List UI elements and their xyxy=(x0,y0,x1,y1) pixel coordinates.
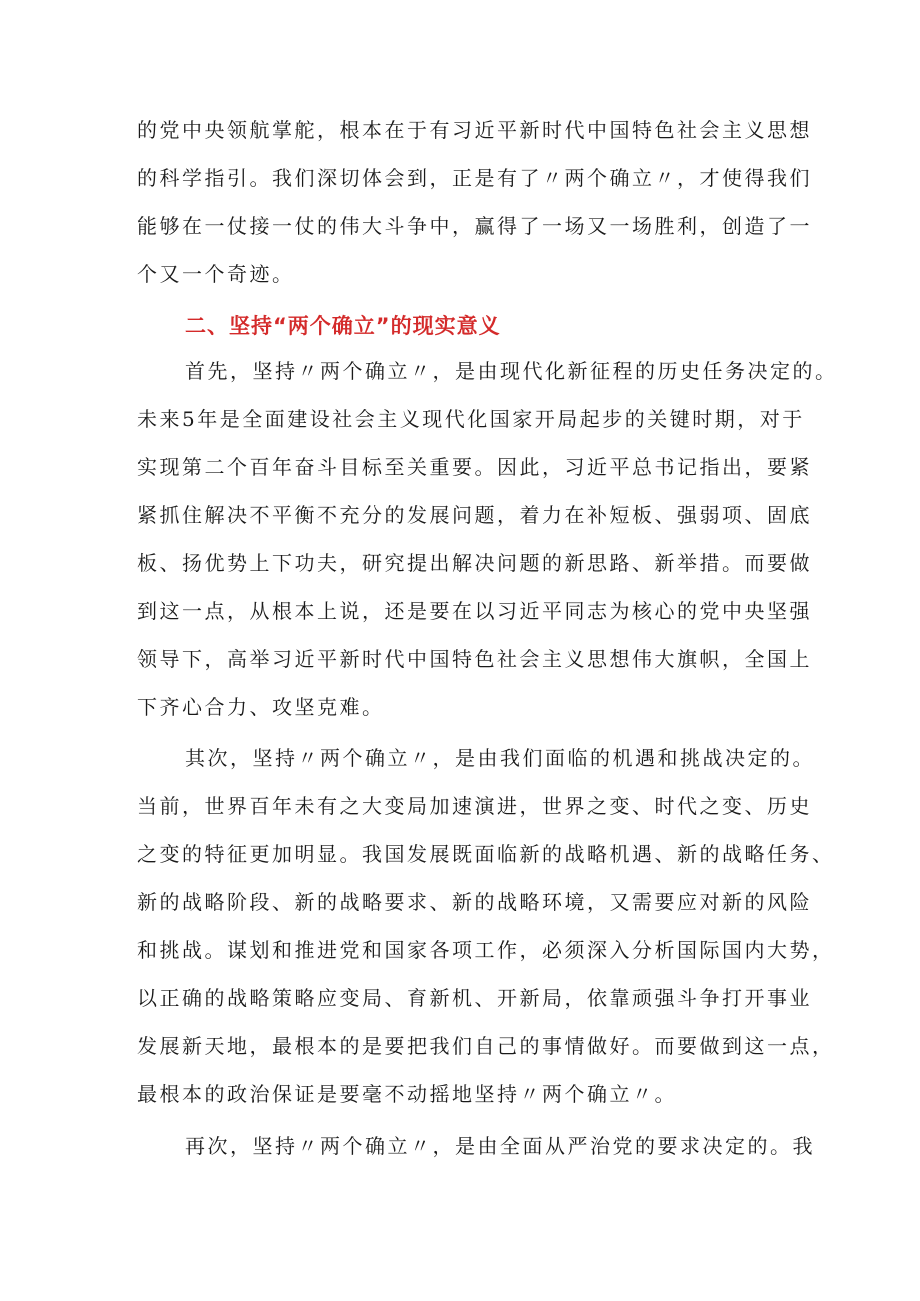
paragraph-1-line-3: 能够在一仗接一仗的伟大斗争中，赢得了一场又一场胜利，创造了一 xyxy=(137,214,812,238)
paragraph-3-line-8: 最根本的政治保证是要毫不动摇地坚持〃两个确立〃。 xyxy=(137,1082,677,1106)
paragraph-3-line-2: 当前，世界百年未有之大变局加速演进，世界之变、时代之变、历史 xyxy=(137,794,812,818)
paragraph-4-line-1: 再次，坚持〃两个确立〃，是由全面从严治党的要求决定的。我 xyxy=(185,1134,815,1158)
paragraph-2-line-6: 到这一点，从根本上说，还是要在以习近平同志为核心的党中央坚强 xyxy=(137,599,812,623)
paragraph-3-line-6: 以正确的战略策略应变局、育新机、开新局，依靠顽强斗争打开事业 xyxy=(137,986,812,1010)
paragraph-1-line-4: 个又一个奇迹。 xyxy=(137,262,295,286)
paragraph-1-line-2: 的科学指引。我们深切体会到，正是有了〃两个确立〃，才使得我们 xyxy=(137,166,812,190)
paragraph-1-line-1: 的党中央领航掌舵，根本在于有习近平新时代中国特色社会主义思想 xyxy=(137,118,812,142)
paragraph-2-line-4: 紧抓住解决不平衡不充分的发展问题，着力在补短板、强弱项、固底 xyxy=(137,503,812,527)
section-heading: 二、坚持“两个确立”的现实意义 xyxy=(185,314,501,338)
paragraph-2-line-7: 领导下，高举习近平新时代中国特色社会主义思想伟大旗帜，全国上 xyxy=(137,647,812,671)
paragraph-3-line-5: 和挑战。谋划和推进党和国家各项工作，必须深入分析国际国内大势， xyxy=(137,938,835,962)
paragraph-2-line-2: 未来5年是全面建设社会主义现代化国家开局起步的关键时期，对于 xyxy=(137,407,805,431)
paragraph-3-line-1: 其次，坚持〃两个确立〃，是由我们面临的机遇和挑战决定的。 xyxy=(185,746,815,770)
paragraph-3-line-4: 新的战略阶段、新的战略要求、新的战略环境，又需要应对新的风险 xyxy=(137,890,812,914)
paragraph-3-line-3: 之变的特征更加明显。我国发展既面临新的战略机遇、新的战略任务、 xyxy=(137,842,835,866)
paragraph-2-line-1: 首先，坚持〃两个确立〃，是由现代化新征程的历史任务决定的。 xyxy=(185,359,838,383)
paragraph-2-line-3: 实现第二个百年奋斗目标至关重要。因此，习近平总书记指出，要紧 xyxy=(137,455,812,479)
paragraph-2-line-5: 板、扬优势上下功夫，研究提出解决问题的新思路、新举措。而要做 xyxy=(137,551,812,575)
paragraph-2-line-8: 下齐心合力、攻坚克难。 xyxy=(137,695,385,719)
paragraph-3-line-7: 发展新天地，最根本的是要把我们自己的事情做好。而要做到这一点， xyxy=(137,1034,835,1058)
